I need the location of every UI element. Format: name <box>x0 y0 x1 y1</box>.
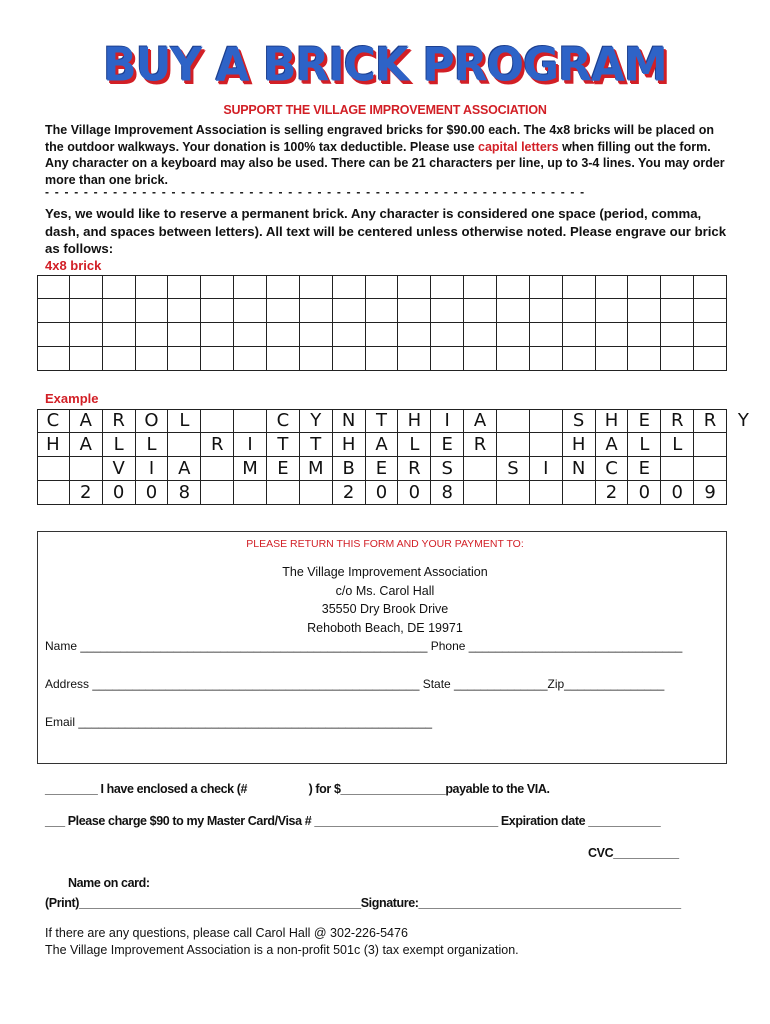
engraving-cell[interactable] <box>333 323 366 347</box>
engraving-cell[interactable] <box>201 299 234 323</box>
example-cell: A <box>464 409 497 433</box>
engraving-cell[interactable] <box>201 347 234 371</box>
engraving-cell[interactable] <box>661 323 694 347</box>
example-cell: I <box>530 457 563 481</box>
engraving-cell[interactable] <box>168 323 201 347</box>
example-cell: R <box>661 409 694 433</box>
engraving-cell[interactable] <box>497 275 530 299</box>
nonprofit-note: The Village Improvement Association is a non-profit 501c (3) tax exempt organization. <box>45 943 519 957</box>
engraving-cell[interactable] <box>530 275 563 299</box>
engraving-cell[interactable] <box>398 275 431 299</box>
example-cell: M <box>300 457 333 481</box>
engraving-cell[interactable] <box>201 323 234 347</box>
engraving-cell[interactable] <box>267 323 300 347</box>
engraving-cell[interactable] <box>431 347 464 371</box>
example-cell: H <box>563 433 596 457</box>
engraving-cell[interactable] <box>366 323 399 347</box>
reserve-paragraph: Yes, we would like to reserve a permanent brick. Any character is considered one space (period, comma, dash, and spaces between letters). All text will be centered unless otherwise noted. Please engrave our brick as follows: <box>45 206 727 256</box>
example-cell <box>70 457 103 481</box>
engraving-cell[interactable] <box>431 275 464 299</box>
example-cell: E <box>628 409 661 433</box>
example-cell: E <box>431 433 464 457</box>
engraving-cell[interactable] <box>267 275 300 299</box>
engraving-cell[interactable] <box>661 299 694 323</box>
example-cell <box>694 433 727 457</box>
example-cell: L <box>628 433 661 457</box>
engraving-cell[interactable] <box>661 347 694 371</box>
example-cell <box>563 481 596 505</box>
example-cell: H <box>37 433 70 457</box>
engraving-cell[interactable] <box>596 275 629 299</box>
engraving-cell[interactable] <box>234 347 267 371</box>
engraving-cell[interactable] <box>366 275 399 299</box>
example-cell: 0 <box>103 481 136 505</box>
check-enclosed-line[interactable]: ________ I have enclosed a check (# ) for $________________payable to the VIA. <box>45 782 550 796</box>
engraving-cell[interactable] <box>530 323 563 347</box>
questions-note: If there are any questions, please call Carol Hall @ 302-226-5476 <box>45 926 408 940</box>
example-cell <box>234 481 267 505</box>
engraving-cell[interactable] <box>300 275 333 299</box>
example-cell: L <box>168 409 201 433</box>
example-cell <box>168 433 201 457</box>
email-field[interactable]: Email _____________________________________________________ <box>45 715 433 729</box>
example-cell: A <box>70 433 103 457</box>
engraving-cell[interactable] <box>497 323 530 347</box>
engraving-cell[interactable] <box>136 323 169 347</box>
example-cell: 2 <box>70 481 103 505</box>
engraving-cell[interactable] <box>694 299 727 323</box>
engraving-cell[interactable] <box>70 299 103 323</box>
engraving-cell[interactable] <box>464 347 497 371</box>
engraving-cell[interactable] <box>70 323 103 347</box>
engraving-cell[interactable] <box>628 323 661 347</box>
example-cell: C <box>596 457 629 481</box>
engraving-cell[interactable] <box>70 347 103 371</box>
brick-size-label: 4x8 brick <box>45 258 102 273</box>
example-cell <box>497 433 530 457</box>
example-cell: 0 <box>366 481 399 505</box>
example-cell <box>201 457 234 481</box>
example-cell: E <box>628 457 661 481</box>
example-cell: T <box>366 409 399 433</box>
engraving-cell[interactable] <box>168 275 201 299</box>
example-cell <box>300 481 333 505</box>
intro-text-start: The Village Improvement Association is selling engraved bricks for $90.00 each. The 4x8 bricks will be placed on the outdoor walkways. Your donation is 100% tax deductible. Please use <box>45 123 715 154</box>
example-cell: A <box>70 409 103 433</box>
address-state-zip-field[interactable]: Address _________________________________________________ State ______________Zip_______________ <box>45 677 665 691</box>
engraving-cell[interactable] <box>366 299 399 323</box>
engraving-cell[interactable] <box>300 299 333 323</box>
engraving-cell[interactable] <box>234 323 267 347</box>
example-cell <box>661 457 694 481</box>
engraving-cell[interactable] <box>563 299 596 323</box>
example-cell: C <box>267 409 300 433</box>
engraving-cell[interactable] <box>168 347 201 371</box>
example-cell: I <box>234 433 267 457</box>
engraving-cell[interactable] <box>103 275 136 299</box>
engraving-cell[interactable] <box>267 347 300 371</box>
example-cell: M <box>234 457 267 481</box>
example-cell: Y <box>737 410 749 431</box>
engraving-cell[interactable] <box>398 347 431 371</box>
example-cell: N <box>333 409 366 433</box>
example-cell: R <box>694 409 727 433</box>
engraving-cell[interactable] <box>234 299 267 323</box>
example-cell: 0 <box>661 481 694 505</box>
example-cell: S <box>431 457 464 481</box>
engraving-cell[interactable] <box>333 299 366 323</box>
engraving-cell[interactable] <box>431 323 464 347</box>
engraving-cell[interactable] <box>694 347 727 371</box>
example-cell: B <box>333 457 366 481</box>
example-cell <box>464 481 497 505</box>
engraving-cell[interactable] <box>267 299 300 323</box>
example-cell: 9 <box>694 481 727 505</box>
engraving-cell[interactable] <box>464 323 497 347</box>
engraving-cell[interactable] <box>300 323 333 347</box>
engraving-cell[interactable] <box>530 347 563 371</box>
engraving-cell[interactable] <box>694 323 727 347</box>
example-cell <box>530 433 563 457</box>
example-cell <box>267 481 300 505</box>
engraving-cell[interactable] <box>300 347 333 371</box>
example-cell: H <box>333 433 366 457</box>
engraving-cell[interactable] <box>596 347 629 371</box>
engraving-cell[interactable] <box>464 275 497 299</box>
example-label: Example <box>45 391 99 406</box>
example-cell: S <box>563 409 596 433</box>
print-signature-line[interactable]: (Print)___________________________________________Signature:________________________________________ <box>45 896 681 910</box>
engraving-cell[interactable] <box>497 347 530 371</box>
example-cell <box>464 457 497 481</box>
example-cell: 0 <box>136 481 169 505</box>
engraving-cell[interactable] <box>530 299 563 323</box>
engraving-cell[interactable] <box>497 299 530 323</box>
example-cell: 0 <box>628 481 661 505</box>
address-line-1: The Village Improvement Association <box>282 565 488 579</box>
engraving-cell[interactable] <box>103 299 136 323</box>
example-cell: I <box>136 457 169 481</box>
engraving-cell[interactable] <box>333 275 366 299</box>
engraving-cell[interactable] <box>563 275 596 299</box>
example-cell: C <box>37 409 70 433</box>
engraving-cell[interactable] <box>37 299 70 323</box>
engraving-cell[interactable] <box>136 347 169 371</box>
example-cell <box>497 409 530 433</box>
example-cell: 2 <box>333 481 366 505</box>
example-cell: H <box>398 409 431 433</box>
page-subtitle: SUPPORT THE VILLAGE IMPROVEMENT ASSOCIATION <box>223 103 547 117</box>
engraving-cell[interactable] <box>628 275 661 299</box>
example-cell: R <box>103 409 136 433</box>
example-cell <box>497 481 530 505</box>
example-cell: L <box>103 433 136 457</box>
example-cell: R <box>201 433 234 457</box>
example-cell: E <box>267 457 300 481</box>
engraving-cell[interactable] <box>398 323 431 347</box>
example-cell: T <box>267 433 300 457</box>
intro-text-end: when filling out the form. Any character on a keyboard may also be used. There can be 21 characters per line, up to 3-4 lines. You may order more than one brick. <box>45 139 725 187</box>
example-cell: N <box>563 457 596 481</box>
page-title: BUY A BRICK PROGRAM <box>103 38 667 93</box>
example-cell: E <box>366 457 399 481</box>
address-line-4: Rehoboth Beach, DE 19971 <box>307 621 463 635</box>
engraving-cell[interactable] <box>366 347 399 371</box>
example-cell: L <box>661 433 694 457</box>
engraving-cell[interactable] <box>431 299 464 323</box>
return-title: PLEASE RETURN THIS FORM AND YOUR PAYMENT TO: <box>246 538 524 550</box>
example-cell: V <box>103 457 136 481</box>
engraving-cell[interactable] <box>694 275 727 299</box>
intro-paragraph <box>45 122 735 188</box>
name-phone-field[interactable]: Name ____________________________________________________ Phone ________________________________ <box>45 639 683 653</box>
address-line-3: 35550 Dry Brook Drive <box>321 602 449 616</box>
engraving-cell[interactable] <box>136 299 169 323</box>
engraving-cell[interactable] <box>563 323 596 347</box>
example-cell <box>530 409 563 433</box>
engraving-cell[interactable] <box>464 299 497 323</box>
engraving-cell[interactable] <box>37 323 70 347</box>
example-cell: 8 <box>168 481 201 505</box>
example-cell <box>727 433 760 457</box>
example-cell: 8 <box>431 481 464 505</box>
example-cell: R <box>398 457 431 481</box>
engraving-cell[interactable] <box>333 347 366 371</box>
example-cell: A <box>168 457 201 481</box>
engraving-cell[interactable] <box>628 347 661 371</box>
example-cell <box>37 457 70 481</box>
engraving-cell[interactable] <box>103 347 136 371</box>
example-cell <box>201 481 234 505</box>
example-cell <box>37 481 70 505</box>
example-cell: R <box>464 433 497 457</box>
example-cell: A <box>366 433 399 457</box>
engraving-cell[interactable] <box>201 275 234 299</box>
address-line-2: c/o Ms. Carol Hall <box>335 584 435 598</box>
engraving-cell[interactable] <box>168 299 201 323</box>
engraving-cell[interactable] <box>136 275 169 299</box>
example-cell <box>234 409 267 433</box>
example-cell <box>727 457 760 481</box>
intro-highlight: capital letters <box>478 139 559 154</box>
engraving-cell[interactable] <box>234 275 267 299</box>
engraving-cell[interactable] <box>398 299 431 323</box>
engraving-cell[interactable] <box>628 299 661 323</box>
example-cell <box>201 409 234 433</box>
engraving-cell[interactable] <box>37 275 70 299</box>
cvc-field[interactable]: CVC__________ <box>588 846 679 860</box>
separator-line: - - - - - - - - - - - - - - - - - - - - - - - - - - - - - - - - - - - - - - - - - - - - - - - - - - - - - - - - <box>45 185 586 199</box>
engraving-cell[interactable] <box>70 275 103 299</box>
example-cell: 2 <box>596 481 629 505</box>
name-on-card-label: Name on card: <box>68 876 150 890</box>
example-cell: 0 <box>398 481 431 505</box>
engraving-cell[interactable] <box>596 299 629 323</box>
example-cell <box>727 481 760 505</box>
card-charge-line[interactable]: ___ Please charge $90 to my Master Card/Visa # ____________________________ Expiration date ___________ <box>45 814 661 828</box>
engraving-cell[interactable] <box>37 347 70 371</box>
example-cell: S <box>497 457 530 481</box>
example-cell: A <box>596 433 629 457</box>
example-cell: L <box>136 433 169 457</box>
engraving-cell[interactable] <box>596 323 629 347</box>
engraving-cell[interactable] <box>661 275 694 299</box>
example-cell: L <box>398 433 431 457</box>
example-cell: O <box>136 409 169 433</box>
example-cell: I <box>431 409 464 433</box>
example-cell: T <box>300 433 333 457</box>
example-cell: H <box>596 409 629 433</box>
example-cell: Y <box>300 409 333 433</box>
engraving-cell[interactable] <box>563 347 596 371</box>
example-cell <box>694 457 727 481</box>
example-cell <box>530 481 563 505</box>
engraving-cell[interactable] <box>103 323 136 347</box>
